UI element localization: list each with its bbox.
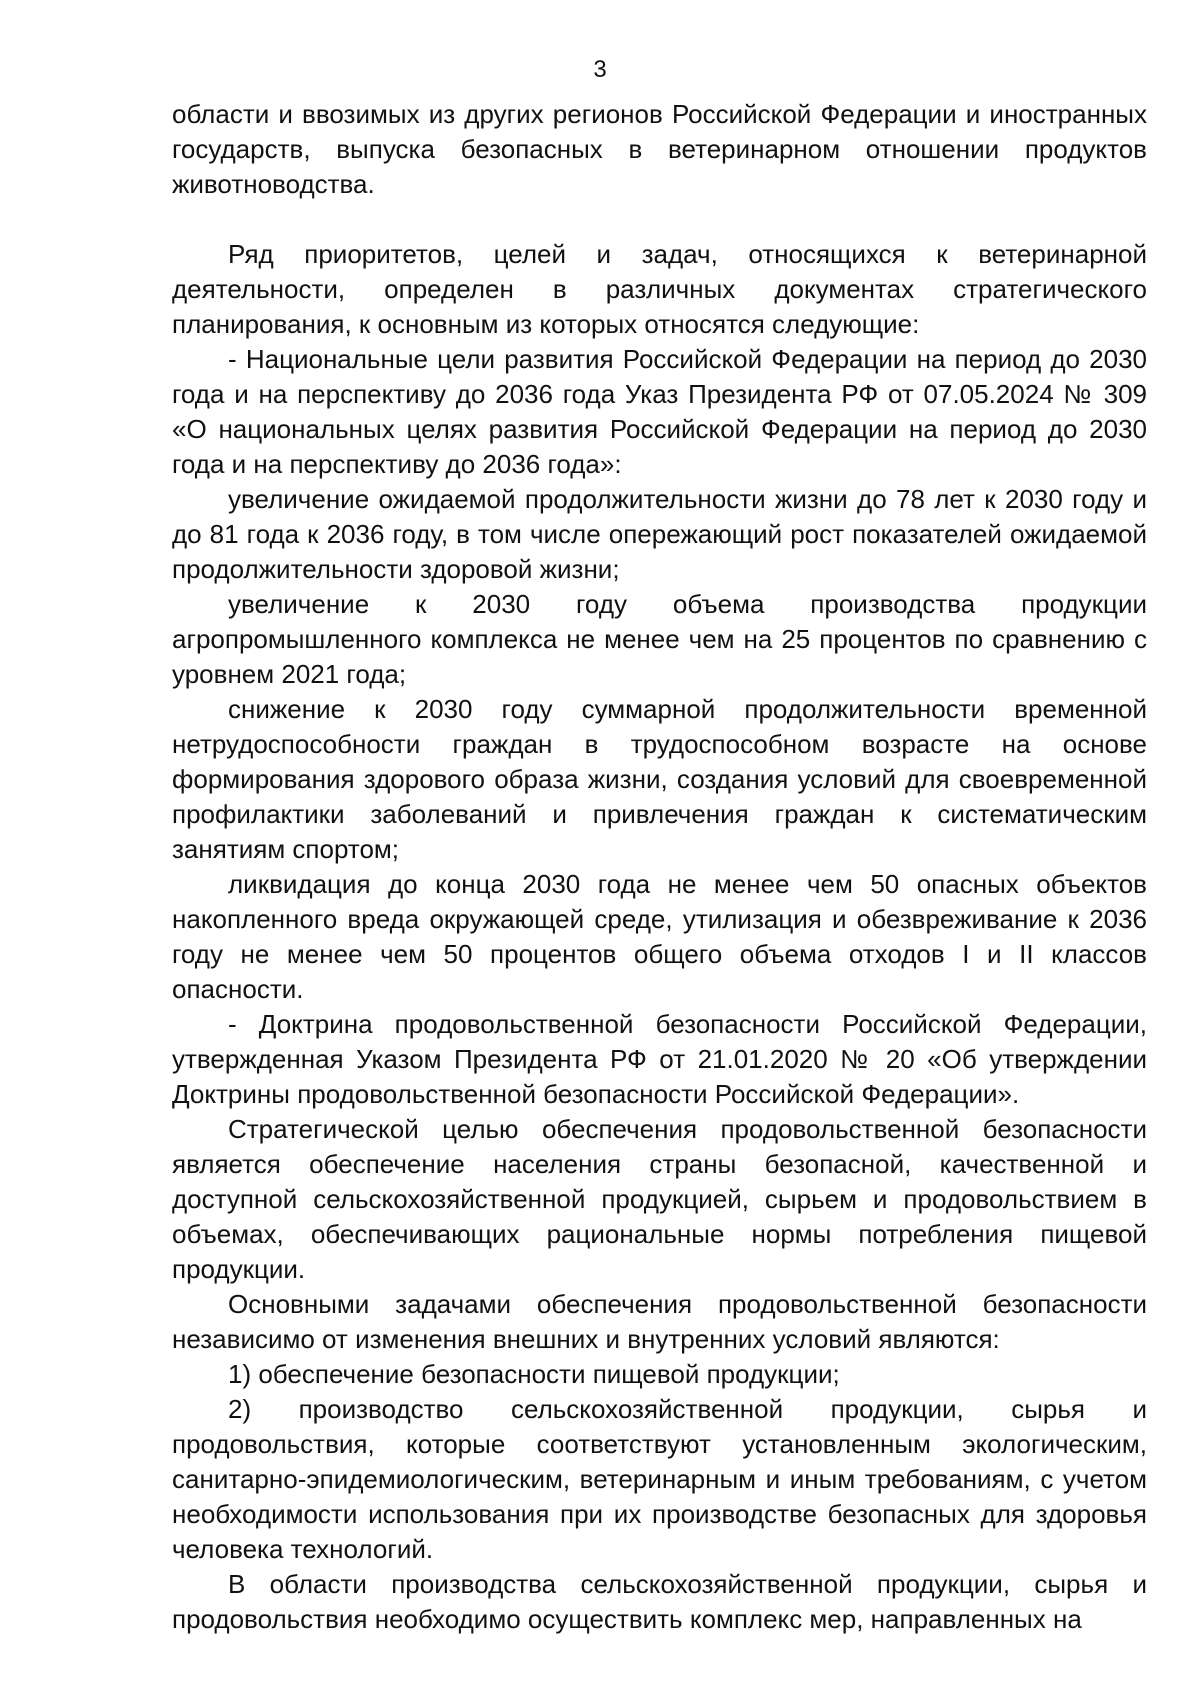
paragraph-production-measures: В области производства сельскохозяйственной продукции, сырья и продовольствия необходимо осуществить комплекс мер, направленных на xyxy=(172,1569,1147,1634)
paragraph-agro-production: увеличение к 2030 году объема производства продукции агропромышленного комплекса не менее чем на 25 процентов по сравнению с уровнем 2021 года; xyxy=(172,589,1147,689)
paragraph-continuation: области и ввозимых из других регионов Российской Федерации и иностранных государств, выпуска безопасных в ветеринарном отношении продуктов животноводства. xyxy=(172,99,1147,199)
paragraph-life-expectancy: увеличение ожидаемой продолжительности жизни до 78 лет к 2030 году и до 81 года к 2036 году, в том числе опережающий рост показателей ожидаемой продолжительности здоровой жизни; xyxy=(172,484,1147,584)
paragraph-main-tasks: Основными задачами обеспечения продовольственной безопасности независимо от изменения внешних и внутренних условий являются: xyxy=(172,1289,1147,1354)
paragraph-task-2: 2) производство сельскохозяйственной продукции, сырья и продовольствия, которые соответствуют установленным экологическим, санитарно-эпидемиологическим, ветеринарным и иным требованиям, с учетом необходимости использования при их производстве безопасных для здоровья человека технологий. xyxy=(172,1394,1147,1564)
page-number: 3 xyxy=(593,56,607,83)
paragraph-national-goals: - Национальные цели развития Российской Федерации на период до 2030 года и на перспективу до 2036 года Указ Президента РФ от 07.05.2024 № 309 «О национальных целях развития Российской Федерации на период до 2030 года и на перспективу до 2036 года»: xyxy=(172,344,1147,479)
paragraph-environmental-harm: ликвидация до конца 2030 года не менее чем 50 опасных объектов накопленного вреда окружающей среде, утилизация и обезвреживание к 2036 году не менее чем 50 процентов общего объема отходов I и II классов опасности. xyxy=(172,869,1147,1004)
paragraph-food-security-doctrine: - Доктрина продовольственной безопасности Российской Федерации, утвержденная Указом Президента РФ от 21.01.2020 № 20 «Об утверждении Доктрины продовольственной безопасности Российской Федерации». xyxy=(172,1009,1147,1109)
document-body xyxy=(172,97,1147,1637)
paragraph-strategic-goal: Стратегической целью обеспечения продовольственной безопасности является обеспечение населения страны безопасной, качественной и доступной сельскохозяйственной продукцией, сырьем и продовольствием в объемах, обеспечивающих рациональные нормы потребления пищевой продукции. xyxy=(172,1114,1147,1284)
paragraph-disability-reduction: снижение к 2030 году суммарной продолжительности временной нетрудоспособности граждан в трудоспособном возрасте на основе формирования здорового образа жизни, создания условий для своевременной профилактики заболеваний и привлечения граждан к систематическим занятиям спортом; xyxy=(172,694,1147,864)
paragraph-spacer xyxy=(172,202,1147,237)
paragraph-priorities-intro: Ряд приоритетов, целей и задач, относящихся к ветеринарной деятельности, определен в различных документах стратегического планирования, к основным из которых относятся следующие: xyxy=(172,239,1147,339)
paragraph-task-1: 1) обеспечение безопасности пищевой продукции; xyxy=(228,1359,840,1389)
